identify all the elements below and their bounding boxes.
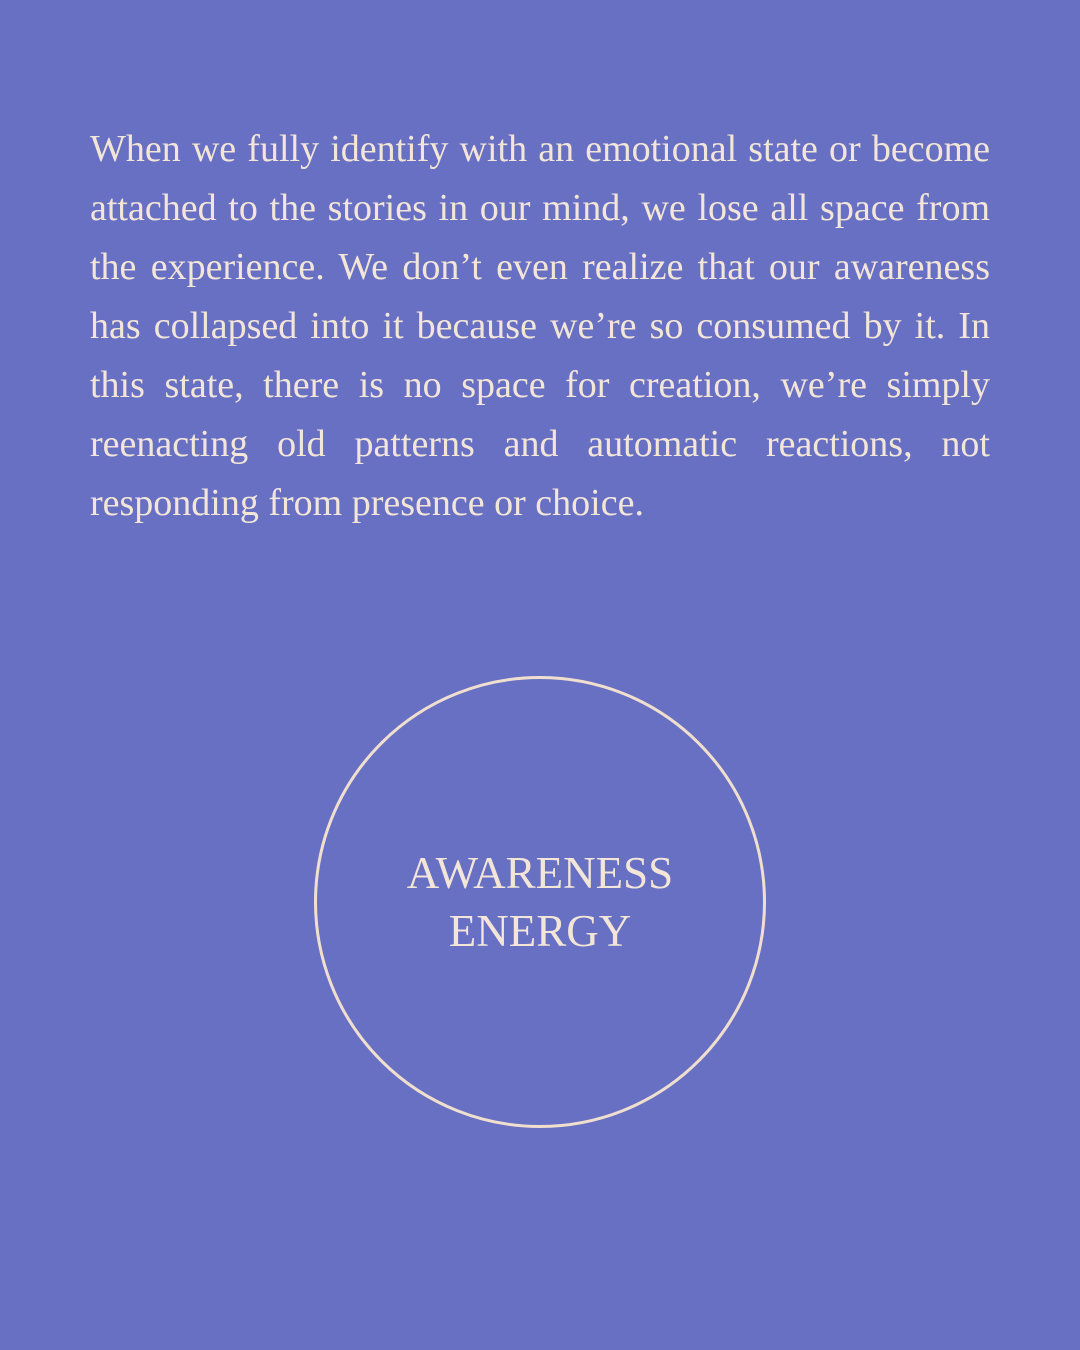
circle-label-awareness: AWARENESS (406, 848, 674, 898)
circle-label-energy: ENERGY (448, 906, 632, 956)
awareness-circle (314, 676, 766, 1128)
body-paragraph: When we fully identify with an emotional state or become attached to the stories in our mind, we lose all space from the experience. We don’t even realize that our awareness has collapsed into it because we’re so consumed by it. In this state, there is no space for creation, we’re simply reenacting old patterns and automatic reactions, not responding from presence or choice. (90, 128, 990, 524)
